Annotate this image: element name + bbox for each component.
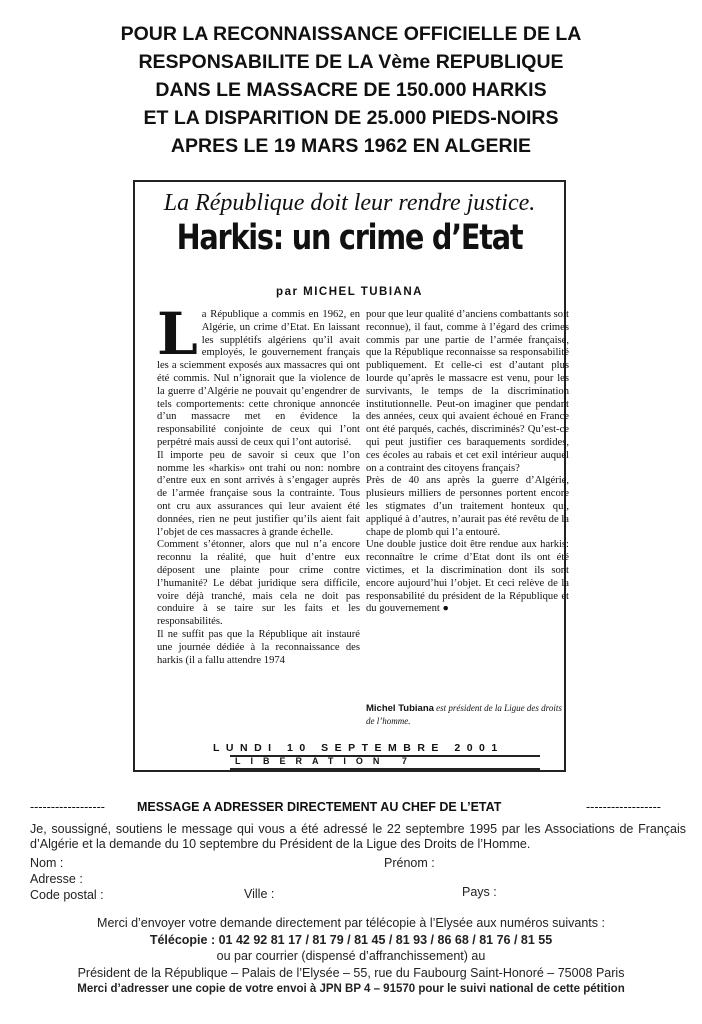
adresse-field[interactable]: Adresse : xyxy=(30,872,83,886)
code-postal-field[interactable]: Code postal : xyxy=(30,888,104,902)
article-column-left xyxy=(157,300,360,667)
pays-field[interactable]: Pays : xyxy=(462,885,497,899)
instructions-line: ou par courrier (dispensé d’affranchissement) au xyxy=(216,949,486,963)
article-paragraph: Il importe peu de savoir si ceux que l’on nomme les «harkis» ont trahi ou non: nombre d’entre eux en sont arrivés à s’engager auprès de l’armée française sous la contrainte. Tous ont cru aux assurances qui leur avaient été données, rien ne peut justifier qu’ils aient fait l’objet de ces massacres à grande échelle. xyxy=(157,449,360,538)
drop-cap: L xyxy=(157,300,198,368)
clipping-byline: par MICHEL TUBIANA xyxy=(276,286,423,298)
clipping-headline: Harkis: un crime d’Etat xyxy=(176,218,523,258)
declaration xyxy=(30,822,686,851)
article-paragraph: Une double justice doit être rendue aux harkis: reconnaître le crime d’Etat dont ils ont été victimes, et la discrimination dont ils sont encore aujourd’hui l’objet. Et ceci relève de la responsabilité du président de la République et du gouvernement ● xyxy=(366,539,569,615)
article-column-right xyxy=(366,309,569,616)
author-role: est président de la Ligue des droits de l’homme. xyxy=(366,703,562,726)
article-paragraph: Il ne suffit pas que la République ait instauré une journée dédiée à la reconnaissance des harkis (il a fallu attendre 1974 xyxy=(157,628,360,666)
title-line: ET LA DISPARITION DE 25.000 PIEDS-NOIRS xyxy=(143,107,559,129)
title-line: POUR LA RECONNAISSANCE OFFICIELLE DE LA xyxy=(120,23,582,45)
clipping-subtitle: La République doit leur rendre justice. xyxy=(163,190,536,216)
author-name: Michel Tubiana xyxy=(366,703,434,714)
message-title: MESSAGE A ADRESSER DIRECTEMENT AU CHEF DE L’ETAT xyxy=(137,800,502,814)
instructions-line: Merci d’envoyer votre demande directement par télécopie à l’Elysée aux numéros suivants : xyxy=(97,916,605,930)
prenom-field[interactable]: Prénom : xyxy=(384,856,435,870)
article-paragraph: Près de 40 ans après la guerre d’Algérie, plusieurs milliers de personnes portent encore les stigmates d’un traitement honteux qui, appliqué à d’autres, n’aurait pas été revêtu de la chape de plomb qui l’a entouré. xyxy=(366,475,569,538)
rule xyxy=(230,768,540,770)
page-number: 7 xyxy=(401,756,417,766)
nom-field[interactable]: Nom : xyxy=(30,856,64,870)
clipping-date: LUNDI 10 SEPTEMBRE 2001 xyxy=(213,742,504,754)
copy-note: Merci d’adresser une copie de votre envoi à JPN BP 4 – 91570 pour le suivi national de cette pétition xyxy=(77,983,625,995)
postal-address: Président de la République – Palais de l’Elysée – 55, rue du Faubourg Saint-Honoré – 75008 Paris xyxy=(77,965,625,980)
fax-numbers: Télécopie : 01 42 92 81 17 / 81 79 / 81 45 / 81 93 / 86 68 / 81 76 / 81 55 xyxy=(149,932,553,947)
title-line: DANS LE MASSACRE DE 150.000 HARKIS xyxy=(155,79,547,101)
petition-title xyxy=(0,20,702,160)
title-line: APRES LE 19 MARS 1962 EN ALGERIE xyxy=(170,135,532,157)
clipping-paper: LIBERATION 7 xyxy=(235,756,417,766)
newspaper-clipping xyxy=(133,180,569,772)
ville-field[interactable]: Ville : xyxy=(244,887,275,901)
author-signature xyxy=(366,702,566,727)
article-paragraph: pour que leur qualité d’anciens combattants soit reconnue), il faut, comme à l’égard des crimes commis par une partie de l’armée française, que la République reconnaisse sa responsabilité publiquement. Et celle-ci est d’autant plus lourde qu’après le massacre est venu, pour les survivants, le temps de la discrimination institutionnelle. Peut-on imaginer que pendant des années, ceux qui avaient échoué en France ont été parqués, cachés, discriminés? Qu’est-ce qui peut justifier ces baraquements sordides, ces écoles au rabais et cet exil intérieur auquel on a contraint des citoyens français? xyxy=(366,309,569,474)
article-paragraph: La République a commis en 1962, en Algérie, un crime d’Etat. En laissant les supplétifs algériens qu’il avait employés, le gouvernement français les a sciemment exposés aux massacres qui ont été commis. Nul n’ignorait que la violence de la guerre d’Algérie ne pouvait qu’engendrer de tels comportements: cette chronique annoncée d’un massacre met en évidence la responsabilité conjointe de ceux qui l’ont perpétré mais aussi de ceux qui l’ont autorisé. xyxy=(157,300,360,448)
declaration-text: Je, soussigné, soutiens le message qui vous a été adressé le 22 septembre 1995 par les Associations de Français d’Algérie et la demande du 10 septembre du Président de la Ligue des Droits de l’Homme. xyxy=(30,822,686,851)
instructions xyxy=(0,915,702,998)
article-paragraph: Comment s’étonner, alors que nul n’a encore reconnu la réalité, que huit d’entre eux déposent une plainte pour crime contre l’humanité? Le débat juridique sera difficile, voire déjà tranché, mais cela ne doit pas conduire à se taire sur les faits et les responsabilités. xyxy=(157,539,360,628)
title-line: RESPONSABILITE DE LA Vème REPUBLIQUE xyxy=(138,51,564,73)
dash-left: ------------------ xyxy=(30,800,105,814)
dash-right: ------------------ xyxy=(586,800,661,814)
